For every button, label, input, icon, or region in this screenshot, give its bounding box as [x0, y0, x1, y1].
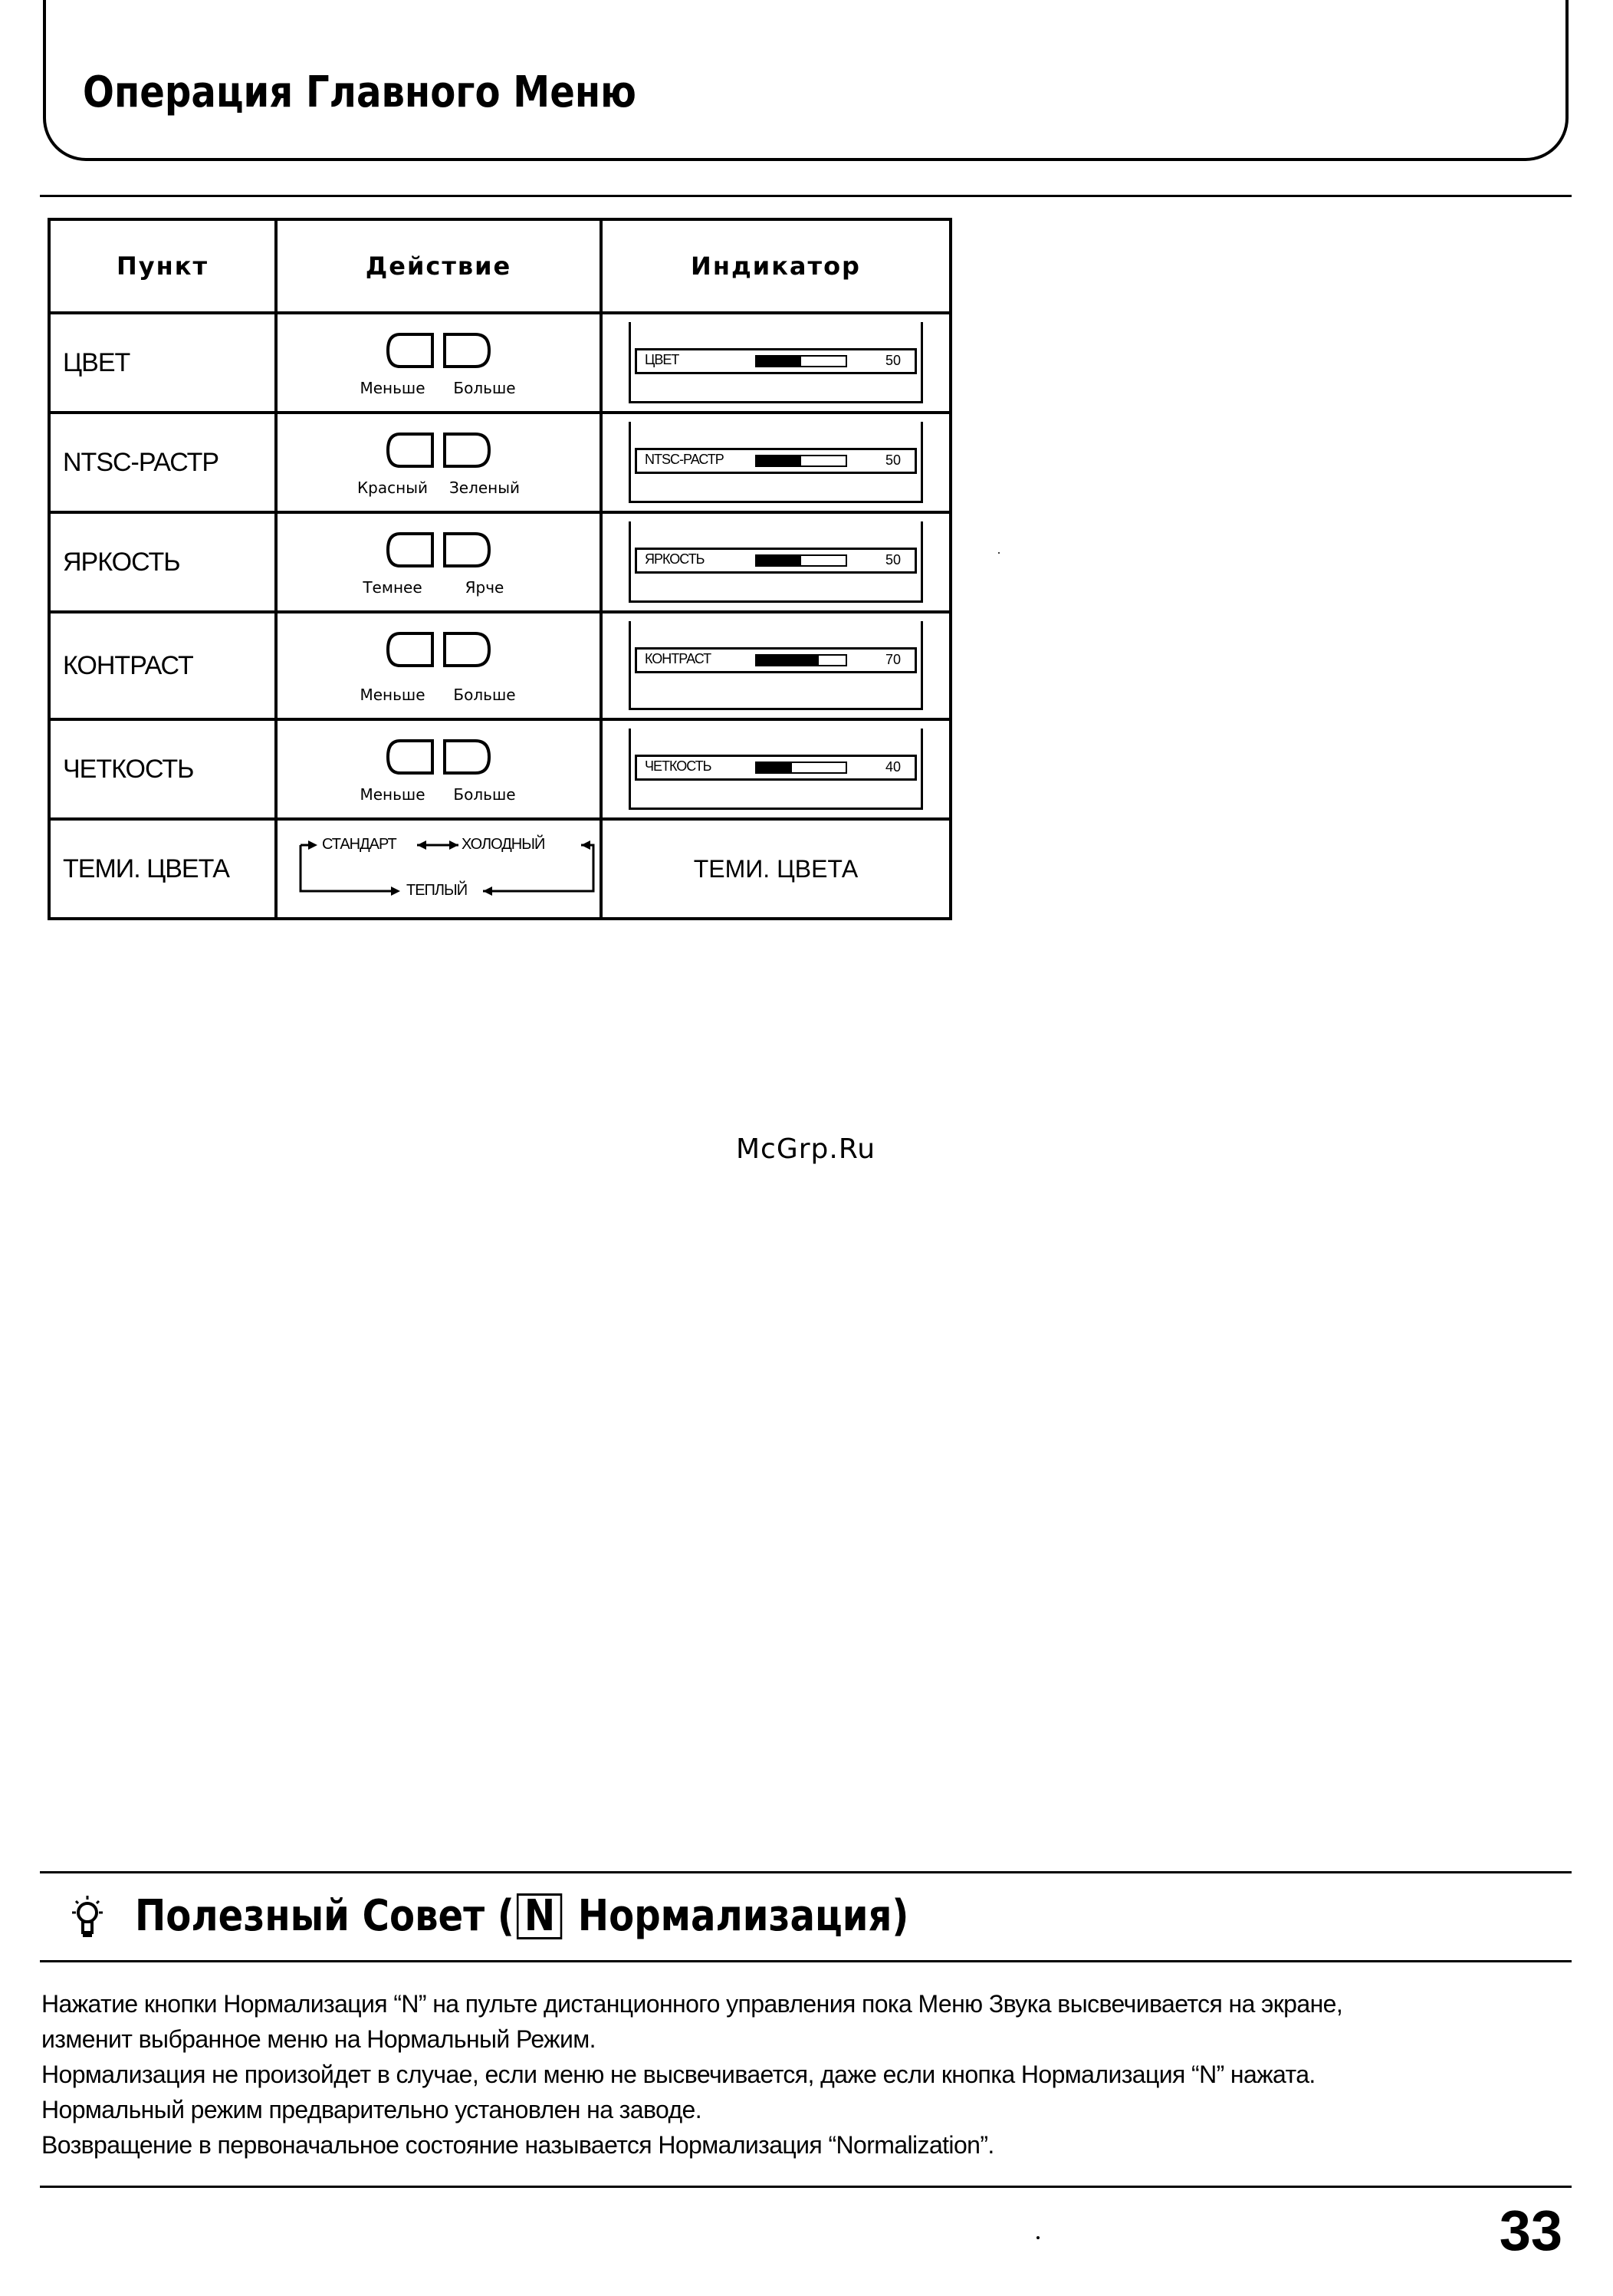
divider — [40, 1871, 1572, 1873]
right-button-label: Зеленый — [448, 479, 521, 497]
cycle-warm-label: ТЕПЛЫЙ — [406, 882, 468, 899]
tip-heading-text-2: Нормализация) — [565, 1891, 909, 1941]
level-bar — [755, 455, 847, 467]
tip-heading-text: Полезный Совет ( — [135, 1891, 514, 1941]
level-bar — [755, 761, 847, 774]
indicator-cell — [601, 413, 951, 512]
tip-body — [41, 1986, 1575, 2163]
indicator-value: 70 — [885, 652, 901, 667]
table-row — [49, 612, 951, 719]
osd-indicator — [635, 448, 917, 474]
indicator-cell — [601, 313, 951, 413]
indicator-label: ЯРКОСТЬ — [645, 551, 705, 567]
temperature-indicator: ТЕМИ. ЦВЕТА — [601, 819, 951, 919]
indicator-value: 50 — [885, 552, 901, 567]
left-button-label: Меньше — [360, 686, 425, 704]
divider — [40, 1960, 1572, 1962]
watermark: McGrp.Ru — [736, 1133, 876, 1165]
divider — [40, 195, 1572, 197]
item-name: ЯРКОСТЬ — [49, 512, 276, 612]
right-button-label: Больше — [453, 379, 516, 397]
item-name: NTSC-РАСТР — [49, 413, 276, 512]
cycle-standard-label: СТАНДАРТ — [322, 836, 396, 853]
header-item: Пункт — [49, 219, 276, 313]
action-cell — [276, 413, 601, 512]
item-name: ЧЕТКОСТЬ — [49, 719, 276, 819]
divider — [40, 2186, 1572, 2188]
indicator-label: КОНТРАСТ — [645, 651, 711, 666]
level-bar — [755, 554, 847, 567]
adjust-buttons-icon — [278, 431, 600, 473]
table-row — [49, 719, 951, 819]
tip-line: Нажатие кнопки Нормализация “N” на пульте дистанционного управления пока Меню Звука высвечивается на экране, — [41, 1990, 1343, 2018]
header-action: Действие — [276, 219, 601, 313]
indicator-cell — [601, 612, 951, 719]
osd-indicator — [635, 348, 917, 374]
speck — [1036, 2236, 1040, 2239]
level-bar — [755, 355, 847, 367]
table-row — [49, 819, 951, 919]
indicator-label: ЦВЕТ — [645, 352, 679, 367]
header-indicator: Индикатор — [601, 219, 951, 313]
right-button-label: Больше — [453, 686, 516, 704]
level-bar — [755, 654, 847, 666]
action-cell — [276, 819, 601, 919]
tip-line: изменит выбранное меню на Нормальный Режим. — [41, 2025, 596, 2053]
item-name: КОНТРАСТ — [49, 612, 276, 719]
indicator-value: 50 — [885, 452, 901, 468]
item-name: ТЕМИ. ЦВЕТА — [49, 819, 276, 919]
right-button-label: Больше — [453, 785, 516, 804]
menu-operations-table — [48, 218, 952, 920]
osd-indicator — [635, 548, 917, 574]
tip-line: Возвращение в первоначальное состояние называется Нормализация “Normalization”. — [41, 2131, 994, 2159]
left-button-label: Меньше — [360, 785, 425, 804]
left-button-label: Красный — [356, 479, 428, 497]
table-row — [49, 313, 951, 413]
indicator-value: 50 — [885, 353, 901, 368]
adjust-buttons-icon — [278, 738, 600, 780]
adjust-buttons-icon — [278, 630, 600, 673]
action-cell — [276, 313, 601, 413]
normalize-key-icon: N — [517, 1893, 562, 1939]
adjust-buttons-icon — [278, 331, 600, 373]
lightbulb-icon — [69, 1896, 106, 1949]
page-number: 33 — [1499, 2199, 1562, 2262]
action-cell — [276, 719, 601, 819]
indicator-label: NTSC-РАСТР — [645, 452, 724, 467]
action-cell — [276, 612, 601, 719]
cycle-cold-label: ХОЛОДНЫЙ — [462, 836, 545, 853]
action-cell — [276, 512, 601, 612]
tip-heading — [135, 1891, 908, 1941]
indicator-cell — [601, 719, 951, 819]
left-button-label: Темнее — [363, 578, 422, 597]
right-button-label: Ярче — [465, 578, 504, 597]
tip-line: Нормализация не произойдет в случае, если меню не высвечивается, даже если кнопка Нормализация “N” нажата. — [41, 2061, 1316, 2088]
item-name: ЦВЕТ — [49, 313, 276, 413]
left-button-label: Меньше — [360, 379, 425, 397]
indicator-label: ЧЕТКОСТЬ — [645, 758, 711, 774]
osd-indicator — [635, 755, 917, 781]
osd-indicator — [635, 647, 917, 673]
page-title: Операция Главного Меню — [83, 67, 636, 117]
indicator-value: 40 — [885, 759, 901, 775]
adjust-buttons-icon — [278, 531, 600, 573]
speck — [998, 552, 1000, 554]
indicator-cell — [601, 512, 951, 612]
table-row — [49, 413, 951, 512]
tip-line: Нормальный режим предварительно установлен на заводе. — [41, 2096, 702, 2123]
table-row — [49, 512, 951, 612]
temperature-cycle-diagram — [278, 821, 600, 917]
